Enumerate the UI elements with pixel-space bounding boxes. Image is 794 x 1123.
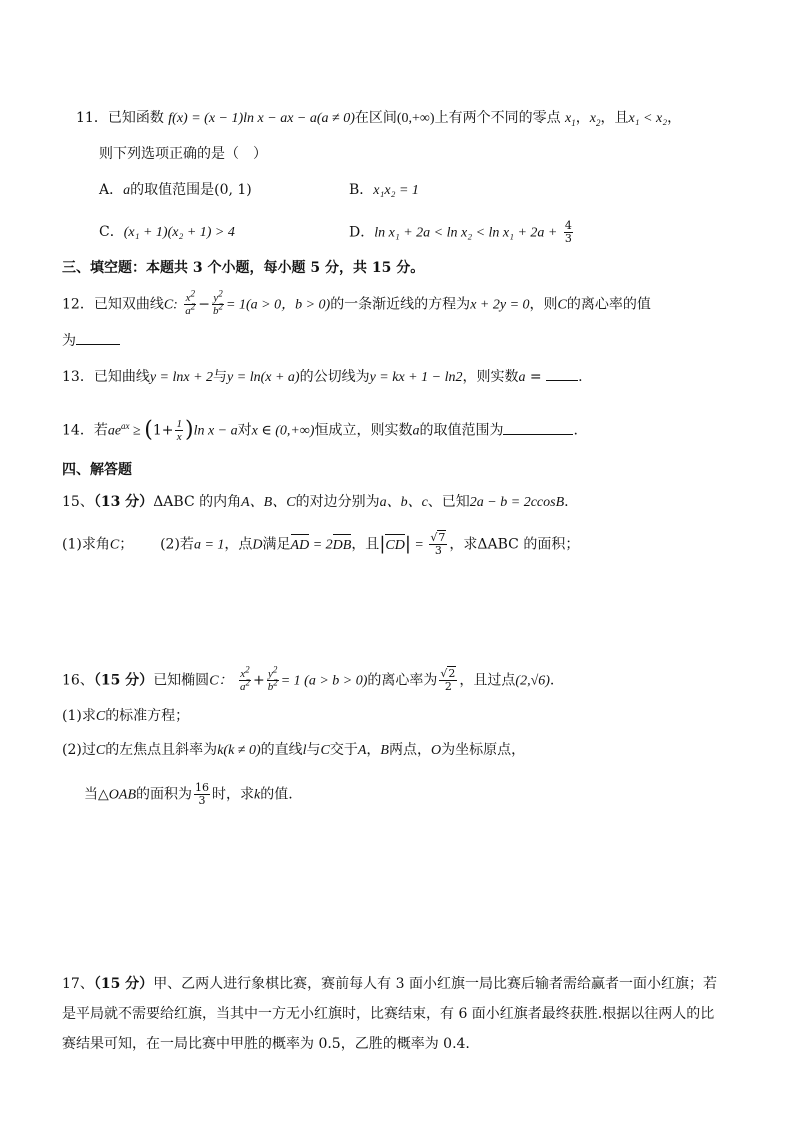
q17-line1: 17、（15 分）甲、乙两人进行象棋比赛，赛前每人有 3 面小红旗一局比赛后输者需给赢者一面小红旗；若 <box>62 976 717 992</box>
q12-line2: 为 <box>62 330 120 351</box>
q11-option-d: D．ln x₁ + 2a < ln x₂ < ln x₁ + 2a + $\frac{4}{3}$ <box>349 219 572 245</box>
q11-option-c: C．(x₁ + 1)(x₂ + 1) > 4 <box>99 224 235 240</box>
q14-line: 14．若$ae^{ax} \ge (1+$ $\frac{1}{x}$ )ln x − a对x ∈ (0,+∞)恒成立，则实数a的取值范围为 . <box>62 417 578 443</box>
q13-line: 13．已知曲线y = lnx + 2与y = ln(x + a)的公切线为y = kx + 1 − ln2，则实数a = . <box>62 366 583 388</box>
q11-line1: 11．已知函数 f(x) = (x − 1)ln x − ax − a(a ≠ 0)在区间(0,+∞)上有两个不同的零点 $x_1$，$x_2$，且x₁ < x₂， <box>76 110 682 128</box>
q15-line2: (1)求角C； (2)若a = 1，点D满足AD = 2DB，且|CD| = $\frac{√7}{3}$ ，求ΔABC 的面积； <box>62 531 580 557</box>
q12-line1: 12．已知双曲线C: $\frac{x^2}{a^2}$ − $\frac{y^2}{b^2}$ = 1(a > 0，b > 0)的一条渐近线的方程为x + 2y = 0，则C的离心率的值 <box>62 288 651 317</box>
q15-line1: 15、（13 分）ΔABC 的内角A、B、C的对边分别为a、b、c、已知2a − b = 2ccosB. <box>62 494 569 510</box>
q16-part2: (2)过C的左焦点且斜率为k(k ≠ 0)的直线l与C交于A，B两点，O为坐标原点， <box>62 742 526 758</box>
section-4-title: 四、解答题 <box>62 462 132 478</box>
q11-option-b: B．x₁x₂ = 1 <box>349 182 419 198</box>
q11-prompt: 则下列选项正确的是（ ） <box>99 146 267 162</box>
q17-line3: 赛结果可知，在一局比赛中甲胜的概率为 0.5，乙胜的概率为 0.4. <box>62 1036 470 1052</box>
q16-part2-cont: 当△OAB的面积为 $\frac{16}{3}$ 时，求k的值. <box>84 781 293 807</box>
section-3-title: 三、填空题：本题共 3 个小题，每小题 5 分，共 15 分。 <box>62 260 425 276</box>
q11-option-a: A．a的取值范围是(0, 1) <box>99 182 252 198</box>
q17-line2: 是平局就不需要给红旗，当其中一方无小红旗时，比赛结束，有 6 面小红旗者最终获胜.根据以往两人的比 <box>62 1006 715 1022</box>
q16-line1: 16、（15 分）已知椭圆C： $\frac{x^2}{a^2}$ + $\frac{y^2}{b^2}$ = 1 (a > b > 0)的离心率为 $\frac{√2}{2}$ ，且过点(2,√6). <box>62 664 555 693</box>
q16-part1: (1)求C的标准方程； <box>62 708 190 724</box>
